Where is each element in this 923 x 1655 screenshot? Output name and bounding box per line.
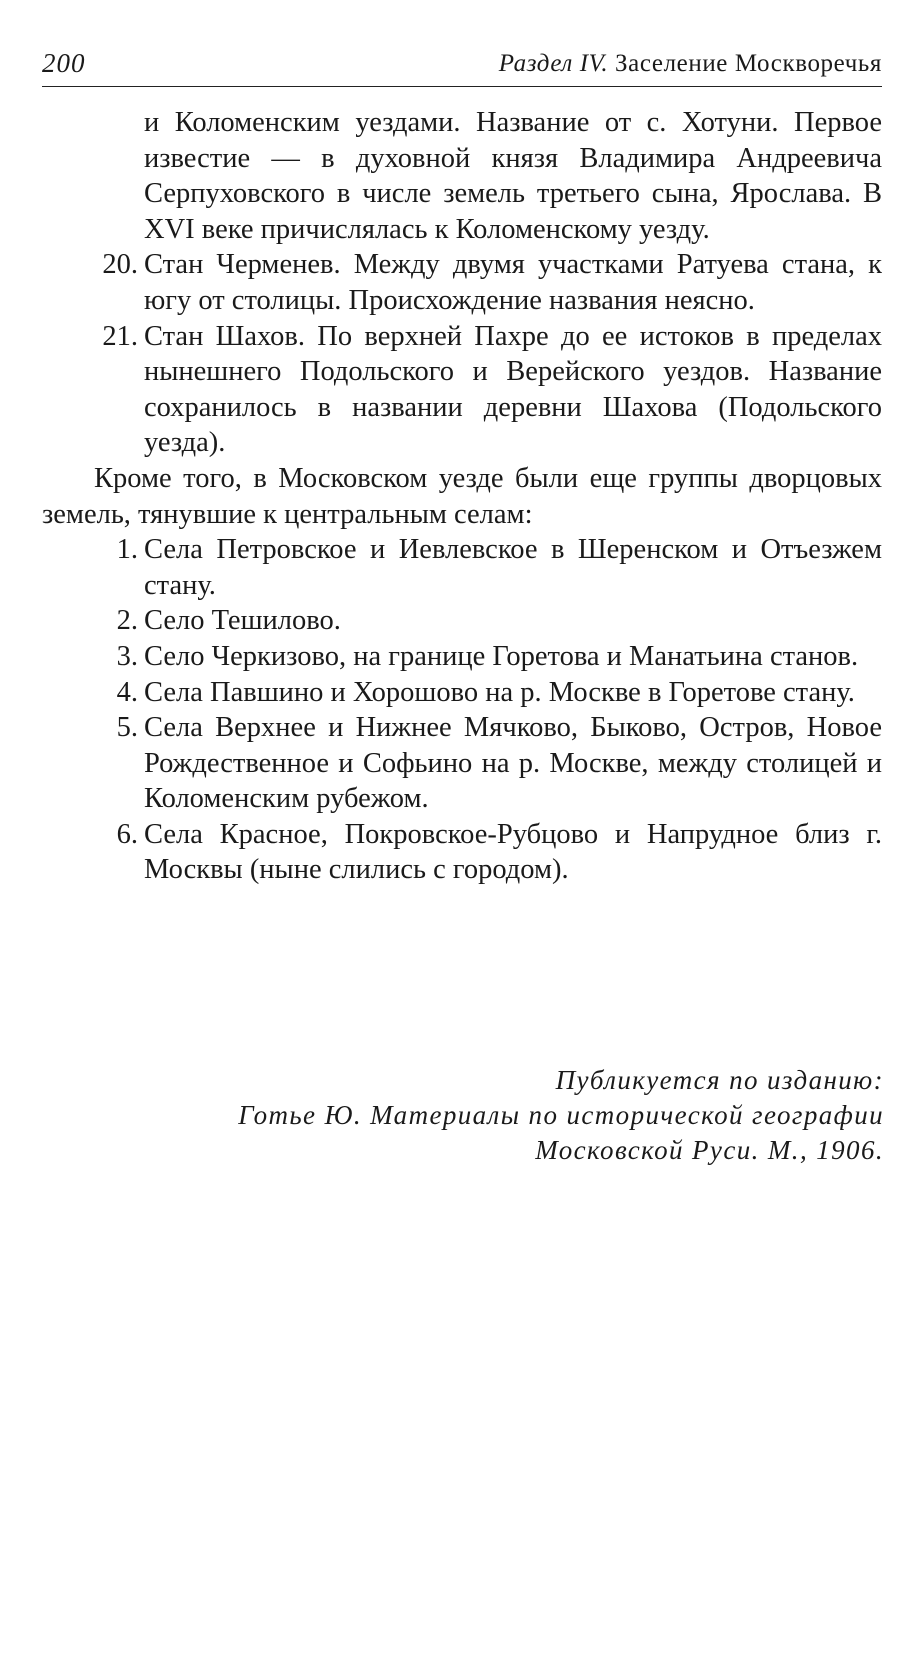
intro-paragraph: Кроме того, в Московском уезде были еще группы дворцовых земель, тянувшие к центральным селам: <box>42 462 882 530</box>
village-list <box>42 532 882 888</box>
list-item-stan-20 <box>42 247 882 318</box>
section-label: Раздел IV. <box>498 50 609 77</box>
page-body <box>42 105 882 888</box>
citation-line-1: Публикуется по изданию: <box>555 1065 884 1095</box>
source-citation <box>42 1063 884 1168</box>
item-number: 4. <box>116 676 138 708</box>
list-item-village-3 <box>42 639 882 675</box>
list-item-village-6 <box>42 817 882 888</box>
list-item-village-5 <box>42 710 882 817</box>
list-item-village-4 <box>42 675 882 711</box>
item-text: Стан Шахов. По верхней Пахре до ее истоков в пределах нынешнего Подольского и Верейского уездов. Название сохранилось в названии деревни Шахова (Подольского уезда). <box>144 320 882 459</box>
item-number: 6. <box>116 818 138 850</box>
continuation-text: и Коломенским уездами. Название от с. Хотуни. Первое известие — в духовной князя Владимира Андреевича Серпуховского в числе земель третьего сына, Ярослава. В XVI веке причислялась к Коломенскому уезду. <box>144 107 882 245</box>
item-number: 20. <box>102 249 138 281</box>
item-text: Стан Черменев. Между двумя участками Ратуева стана, к югу от столицы. Происхождение названия неясно. <box>144 249 882 316</box>
stan-list <box>42 105 882 461</box>
citation-line-2: Готье Ю. Материалы по исторической географии <box>238 1100 884 1130</box>
list-item-stan-21 <box>42 319 882 461</box>
item-text: Село Тешилово. <box>144 605 341 637</box>
citation-line-3: Московской Руси. М., 1906. <box>535 1135 884 1165</box>
item-text: Села Петровское и Иевлевское в Шеренском и Отъезжем стану. <box>144 534 882 601</box>
item-text: Села Верхнее и Нижнее Мячково, Быково, Остров, Новое Рождественное и Софьино на р. Москве, между столицей и Коломенским рубежом. <box>144 712 882 815</box>
running-title <box>499 50 882 78</box>
page-number: 200 <box>42 48 86 78</box>
item-number: 2. <box>116 605 138 637</box>
item-number: 3. <box>116 640 138 672</box>
item-text: Село Черкизово, на границе Горетова и Манатьина станов. <box>144 640 859 672</box>
list-item-village-1 <box>42 532 882 603</box>
running-header <box>42 46 882 87</box>
item-number: 5. <box>116 712 138 744</box>
item-number: 1. <box>116 534 138 566</box>
item-text: Села Красное, Покровское-Рубцово и Напрудное близ г. Москвы (ныне слились с городом). <box>144 818 882 886</box>
section-title: Заселение Москворечья <box>615 50 882 77</box>
list-item-continuation <box>42 105 882 247</box>
item-number: 21. <box>102 320 138 352</box>
list-item-village-2 <box>42 603 882 639</box>
item-text: Села Павшино и Хорошово на р. Москве в Горетове стану. <box>144 676 855 708</box>
